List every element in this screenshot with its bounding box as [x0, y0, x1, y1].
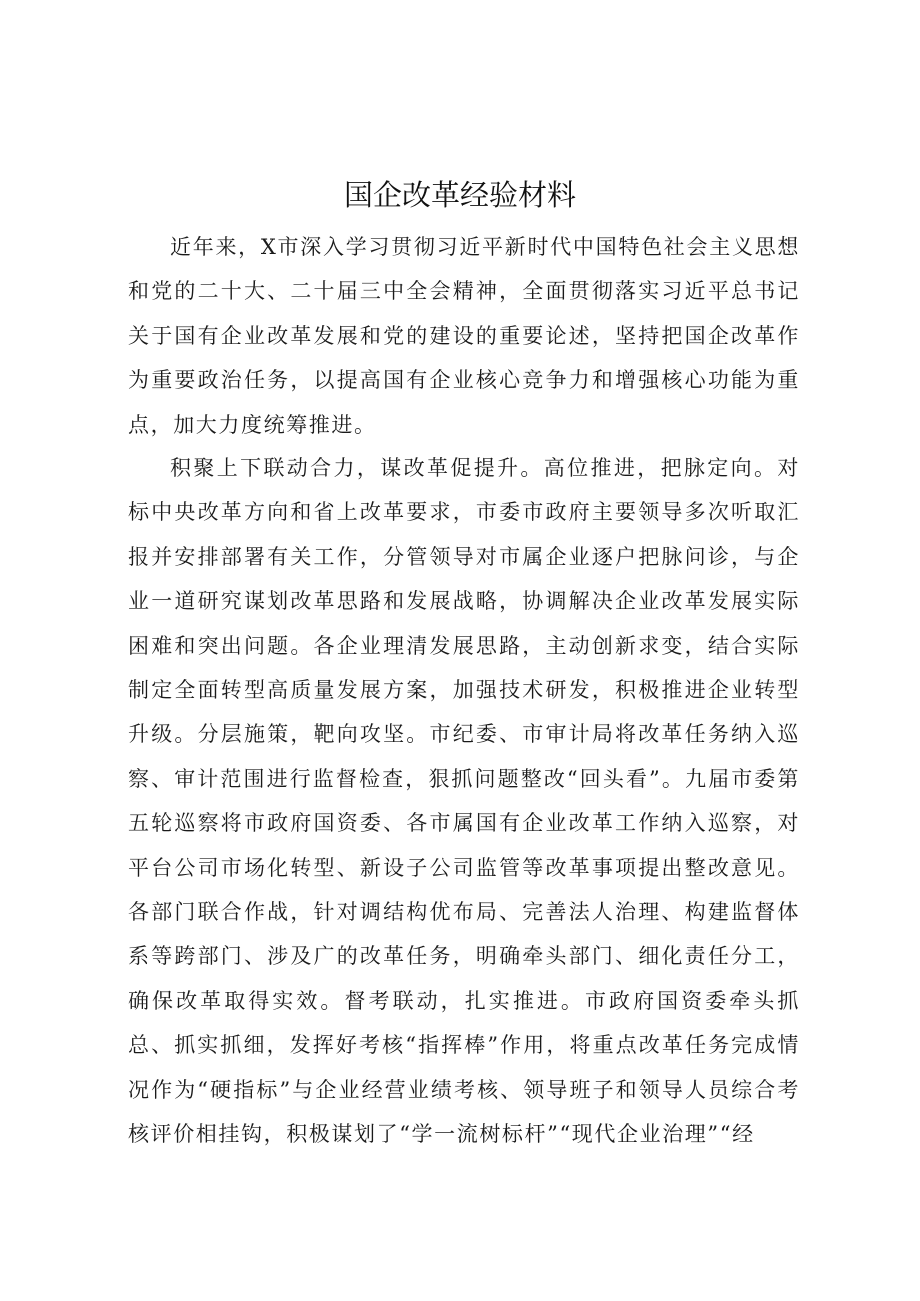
paragraph-reform-measures: 积聚上下联动合力，谋改革促提升。高位推进，把脉定向。对标中央改革方向和省上改革要求，市委市政府主要领导多次听取汇报并安排部署有关工作，分管领导对市属企业逐户把脉问诊，与企业一道研究谋划改革思路和发展战略，协调解决企业改革发展实际困难和突出问题。各企业理清发展思路，主动创新求变，结合实际制定全面转型高质量发展方案，加强技术研发，积极推进企业转型升级。分层施策，靶向攻坚。市纪委、市审计局将改革任务纳入巡察、审计范围进行监督检查，狠抓问题整改“回头看”。九届市委第五轮巡察将市政府国资委、各市属国有企业改革工作纳入巡察，对平台公司市场化转型、新设子公司监管等改革事项提出整改意见。各部门联合作战，针对调结构优布局、完善法人治理、构建监督体系等跨部门、涉及广的改革任务，明确牵头部门、细化责任分工，确保改革取得实效。督考联动，扎实推进。市政府国资委牵头抓总、抓实抓细，发挥好考核“指挥棒”作用，将重点改革任务完成情况作为“硬指标”与企业经营业绩考核、领导班子和领导人员综合考核评价相挂钩，积极谋划了“学一流树标杆”“现代企业治理”“经 — [128, 456, 801, 1147]
paragraph-intro: 近年来，X市深入学习贯彻习近平新时代中国特色社会主义思想和党的二十大、二十届三中全会精神，全面贯彻落实习近平总书记关于国有企业改革发展和党的建设的重要论述，坚持把国企改革作为重要政治任务，以提高国有企业核心竞争力和增强核心功能为重点，加大力度统筹推进。 — [128, 235, 800, 437]
document-title: 国企改革经验材料 — [343, 178, 576, 212]
